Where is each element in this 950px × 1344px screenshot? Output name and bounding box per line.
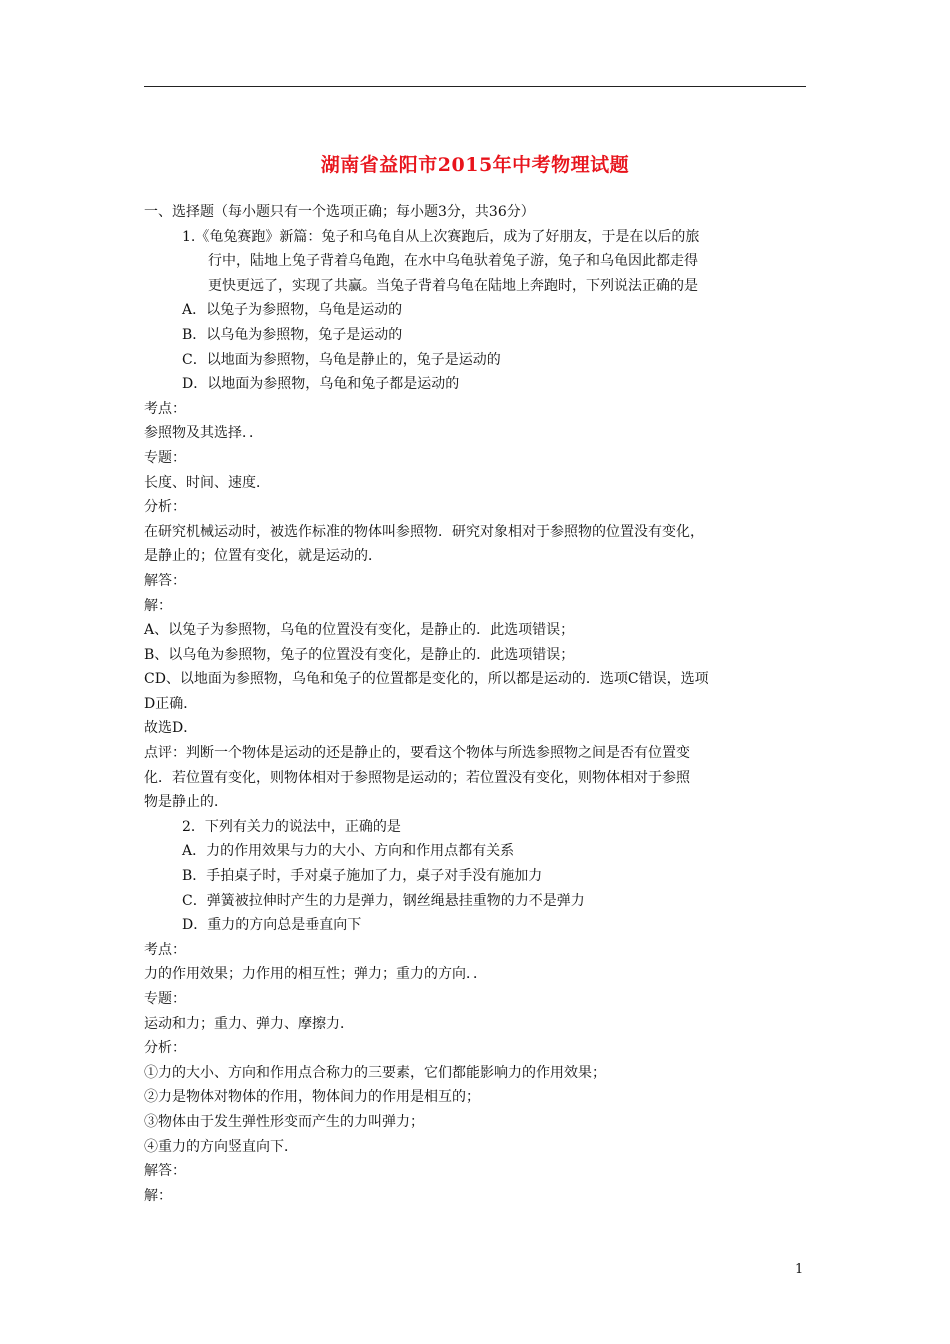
text-line: 是静止的；位置有变化，就是运动的．: [144, 548, 382, 565]
text-line: B．以乌龟为参照物，兔子是运动的: [182, 326, 403, 343]
text-line: 更快更远了，实现了共赢。当兔子背着乌龟在陆地上奔跑时，下列说法正确的是: [208, 277, 698, 294]
text-line: 物是静止的．: [144, 794, 228, 811]
text-line: 考点：: [144, 400, 186, 417]
text-line: C．弹簧被拉伸时产生的力是弹力，钢丝绳悬挂重物的力不是弹力: [182, 892, 585, 909]
text-line: A、以兔子为参照物，乌龟的位置没有变化，是静止的．此选项错误；: [144, 622, 575, 639]
text-line: 行中，陆地上兔子背着乌龟跑，在水中乌龟驮着兔子游，兔子和乌龟因此都走得: [208, 253, 698, 270]
text-line: ②力是物体对物体的作用，物体间力的作用是相互的；: [144, 1089, 480, 1106]
text-line: 分析：: [144, 1040, 186, 1057]
document-body: [144, 200, 812, 1208]
text-line: B．手拍桌子时，手对桌子施加了力，桌子对手没有施加力: [182, 868, 543, 885]
header-rule: [144, 86, 806, 87]
text-line: CD、以地面为参照物，乌龟和兔子的位置都是变化的，所以都是运动的．选项C错误，选项: [144, 671, 709, 688]
text-line: D．重力的方向总是垂直向下: [182, 917, 362, 934]
text-line: 解答：: [144, 572, 186, 589]
text-line: D．以地面为参照物，乌龟和兔子都是运动的: [182, 376, 460, 393]
text-line: A．力的作用效果与力的大小、方向和作用点都有关系: [182, 843, 515, 860]
text-line: 2．下列有关力的说法中，正确的是: [182, 818, 401, 835]
text-line: C．以地面为参照物，乌龟是静止的，兔子是运动的: [182, 351, 501, 368]
text-line: 考点：: [144, 941, 186, 958]
text-line: A．以兔子为参照物，乌龟是运动的: [182, 302, 403, 319]
text-line: ③物体由于发生弹性形变而产生的力叫弹力；: [144, 1113, 424, 1130]
text-line: 解：: [144, 597, 172, 614]
text-line: 点评：判断一个物体是运动的还是静止的，要看这个物体与所选参照物之间是否有位置变: [144, 745, 690, 762]
text-line: 解答：: [144, 1163, 186, 1180]
text-line: 1.《龟兔赛跑》新篇：兔子和乌龟自从上次赛跑后，成为了好朋友，于是在以后的旅: [182, 228, 700, 245]
document-title: 湖南省益阳市2015年中考物理试题: [320, 154, 630, 176]
text-line: B、以乌龟为参照物，兔子的位置没有变化，是静止的．此选项错误；: [144, 646, 575, 663]
text-line: 分析：: [144, 499, 186, 516]
text-line: 参照物及其选择．．: [144, 425, 263, 442]
text-line: 故选D．: [144, 720, 198, 737]
text-line: D正确．: [144, 695, 198, 712]
text-line: 在研究机械运动时，被选作标准的物体叫参照物．研究对象相对于参照物的位置没有变化，: [144, 523, 704, 540]
text-line: 一、选择题（每小题只有一个选项正确；每小题3分，共36分）: [144, 204, 535, 220]
text-line: 力的作用效果；力作用的相互性；弹力；重力的方向．．: [144, 966, 487, 983]
text-line: ④重力的方向竖直向下．: [144, 1138, 298, 1155]
text-line: 长度、时间、速度．: [144, 474, 270, 491]
text-line: 化．若位置有变化，则物体相对于参照物是运动的；若位置没有变化，则物体相对于参照: [144, 769, 690, 786]
page-number: 1: [795, 1262, 804, 1277]
text-line: 专题：: [144, 991, 186, 1007]
text-line: 专题：: [144, 449, 186, 466]
text-line: 运动和力；重力、弹力、摩擦力．: [144, 1015, 354, 1032]
text-line: ①力的大小、方向和作用点合称力的三要素，它们都能影响力的作用效果；: [144, 1064, 606, 1081]
text-line: 解：: [144, 1187, 172, 1204]
